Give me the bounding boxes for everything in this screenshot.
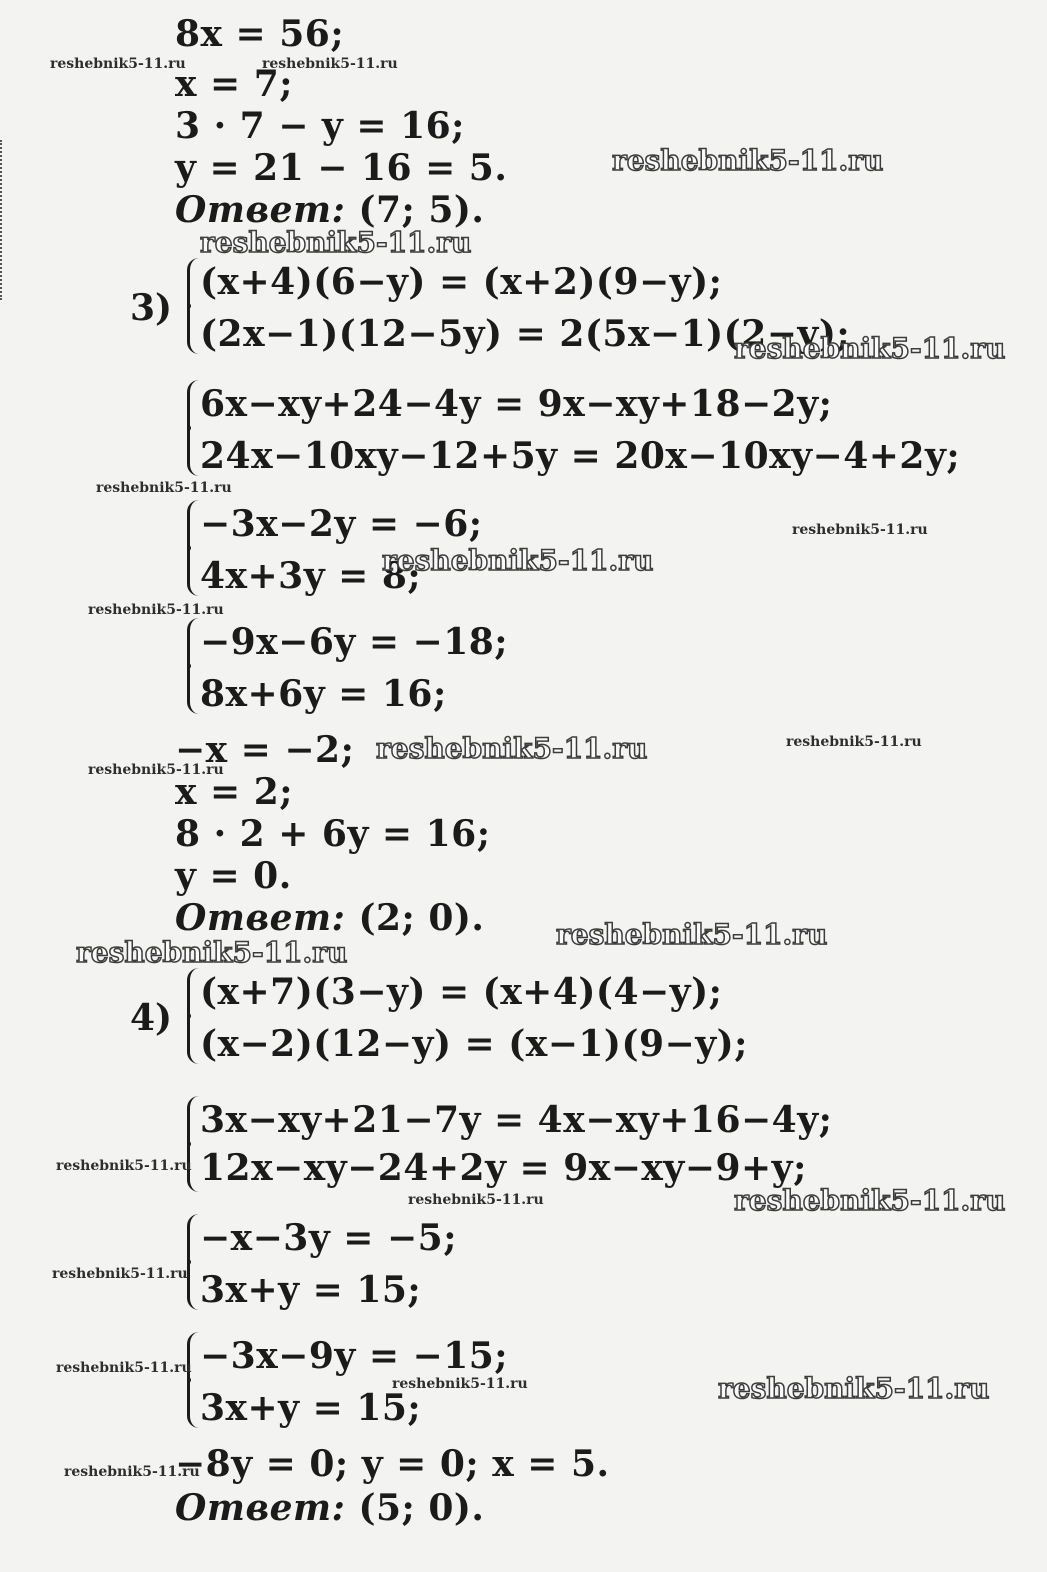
answer-value: (7; 5).: [358, 189, 485, 231]
system-equation: 3x+y = 15;: [200, 1269, 422, 1311]
page-edge-marks: [0, 140, 5, 300]
system-brace: [187, 500, 199, 596]
watermark: reshebnik5-11.ru: [50, 56, 186, 72]
watermark: reshebnik5-11.ru: [88, 602, 224, 618]
equation-line: 8 · 2 + 6y = 16;: [175, 813, 491, 855]
answer-line: [175, 1488, 484, 1528]
system-equation: 8x+6y = 16;: [200, 673, 447, 715]
watermark: reshebnik5-11.ru: [734, 1184, 1006, 1217]
watermark: reshebnik5-11.ru: [792, 522, 928, 538]
watermark: reshebnik5-11.ru: [56, 1158, 192, 1174]
watermark: reshebnik5-11.ru: [612, 144, 884, 177]
system-equation: −9x−6y = −18;: [200, 621, 509, 663]
answer-label: Ответ:: [175, 189, 346, 231]
watermark: reshebnik5-11.ru: [76, 936, 348, 969]
answer-line: [175, 190, 484, 230]
system-brace: [187, 258, 199, 354]
system-equation: (x+7)(3−y) = (x+4)(4−y);: [200, 971, 723, 1013]
system-equation: −3x−2y = −6;: [200, 503, 483, 545]
system-equation: −x−3y = −5;: [200, 1217, 457, 1259]
system-brace: [187, 618, 199, 714]
system-equation: 3x+y = 15;: [200, 1387, 422, 1429]
equation-line: x = 7;: [175, 63, 294, 105]
watermark: reshebnik5-11.ru: [718, 1372, 990, 1405]
watermark: reshebnik5-11.ru: [56, 1360, 192, 1376]
equation-line: y = 0.: [175, 855, 292, 897]
system-brace: [187, 1096, 199, 1192]
equation-line: y = 21 − 16 = 5.: [175, 147, 508, 189]
system-brace: [187, 1332, 199, 1428]
system-equation: 24x−10xy−12+5y = 20x−10xy−4+2y;: [200, 435, 961, 477]
system-equation: −3x−9y = −15;: [200, 1335, 509, 1377]
answer-label: Ответ:: [175, 1487, 346, 1529]
watermark: reshebnik5-11.ru: [392, 1376, 528, 1392]
watermark: reshebnik5-11.ru: [88, 762, 224, 778]
answer-label: Ответ:: [175, 897, 346, 939]
system-brace: [187, 1214, 199, 1310]
system-brace: [187, 968, 199, 1064]
watermark: reshebnik5-11.ru: [64, 1464, 200, 1480]
watermark: reshebnik5-11.ru: [262, 56, 398, 72]
watermark: reshebnik5-11.ru: [52, 1266, 188, 1282]
system-equation: 3x−xy+21−7y = 4x−xy+16−4y;: [200, 1099, 833, 1141]
system-equation: 12x−xy−24+2y = 9x−xy−9+y;: [200, 1147, 807, 1189]
system-equation: (2x−1)(12−5y) = 2(5x−1)(2−y);: [200, 313, 851, 355]
watermark: reshebnik5-11.ru: [786, 734, 922, 750]
watermark: reshebnik5-11.ru: [408, 1192, 544, 1208]
watermark: reshebnik5-11.ru: [382, 544, 654, 577]
answer-value: (2; 0).: [358, 897, 485, 939]
watermark: reshebnik5-11.ru: [376, 732, 648, 765]
system-equation: 6x−xy+24−4y = 9x−xy+18−2y;: [200, 383, 833, 425]
watermark: reshebnik5-11.ru: [200, 226, 472, 259]
equation-line: −8y = 0; y = 0; x = 5.: [175, 1443, 610, 1485]
watermark: reshebnik5-11.ru: [734, 332, 1006, 365]
answer-line: [175, 898, 484, 938]
equation-line: x = 2;: [175, 771, 294, 813]
equation-line: 3 · 7 − y = 16;: [175, 105, 465, 147]
watermark: reshebnik5-11.ru: [556, 918, 828, 951]
watermark: reshebnik5-11.ru: [96, 480, 232, 496]
system-brace: [187, 380, 199, 476]
system-equation: (x−2)(12−y) = (x−1)(9−y);: [200, 1023, 748, 1065]
problem-number: 3): [130, 287, 173, 329]
system-equation: 4x+3y = 8;: [200, 555, 422, 597]
answer-value: (5; 0).: [358, 1487, 485, 1529]
system-equation: (x+4)(6−y) = (x+2)(9−y);: [200, 261, 723, 303]
equation-line: −x = −2;: [175, 729, 355, 771]
equation-line: 8x = 56;: [175, 13, 345, 55]
problem-number: 4): [130, 997, 173, 1039]
